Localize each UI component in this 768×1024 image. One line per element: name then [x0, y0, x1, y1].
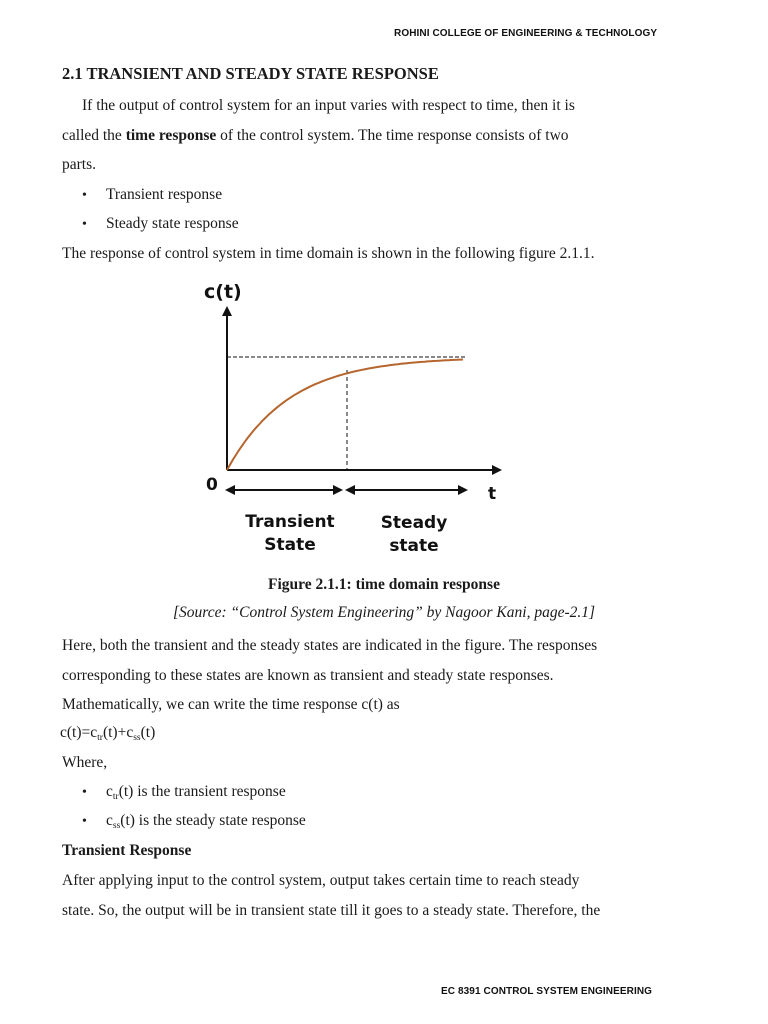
time-response-equation — [60, 723, 155, 743]
section-number: 2.1 — [62, 64, 83, 83]
eq-part: (t)+c — [102, 724, 134, 741]
figure-caption: Figure 2.1.1: time domain response — [268, 576, 500, 593]
body-line-2: corresponding to these states are known as transient and steady state responses. — [62, 667, 554, 684]
transient-heading: Transient Response — [62, 842, 192, 859]
time-response-term: time response — [125, 127, 217, 144]
intro-line-2-start: called the — [62, 127, 126, 144]
page-footer: EC 8391 CONTROL SYSTEM ENGINEERING — [441, 986, 653, 997]
steady-label-1: Steady — [380, 513, 448, 533]
def-subscript: tr — [112, 792, 119, 802]
list-item — [82, 782, 286, 803]
intro-line-2-end: of the control system. The time response consists of two — [216, 127, 569, 144]
def-text: (t) is the steady state response — [120, 812, 306, 829]
where-label: Where, — [62, 754, 108, 771]
bullet-icon: • — [82, 785, 87, 800]
bullet-icon: • — [82, 217, 87, 232]
eq-part: (t) — [140, 724, 156, 741]
body-line-3: Mathematically, we can write the time response c(t) as — [62, 696, 400, 713]
x-axis-label: t — [488, 484, 497, 504]
response-curve — [227, 360, 463, 471]
transient-label-1: Transient — [245, 512, 335, 532]
intro-line-2 — [62, 126, 569, 146]
bullet-icon: • — [82, 814, 87, 829]
transient-line-2: state. So, the output will be in transient state till it goes to a steady state. Therefore, the — [62, 902, 601, 919]
eq-part: c(t)=c — [60, 724, 98, 741]
bullet-icon: • — [82, 188, 87, 203]
origin-label: 0 — [206, 475, 218, 495]
figure-intro: The response of control system in time domain is shown in the following figure 2.1.1. — [62, 245, 595, 262]
intro-line-1: If the output of control system for an input varies with respect to time, then it is — [82, 97, 575, 114]
eq-subscript-tr: tr — [97, 733, 103, 743]
figure-source: [Source: “Control System Engineering” by Nagoor Kani, page-2.1] — [172, 604, 596, 621]
list-item — [82, 214, 239, 235]
page-header: ROHINI COLLEGE OF ENGINEERING & TECHNOLOGY — [394, 28, 658, 39]
y-axis-label: c(t) — [204, 281, 242, 303]
intro-line-3: parts. — [62, 156, 97, 173]
time-response-figure — [190, 272, 520, 564]
body-line-1: Here, both the transient and the steady states are indicated in the figure. The responses — [62, 637, 598, 654]
def-symbol: c — [106, 812, 113, 829]
def-symbol: c — [106, 783, 113, 800]
steady-label-2: state — [389, 536, 439, 556]
transient-line-1: After applying input to the control system, output takes certain time to reach steady — [62, 872, 580, 889]
transient-label-2: State — [264, 535, 316, 555]
section-title-text: TRANSIENT AND STEADY STATE RESPONSE — [86, 64, 439, 83]
list-item — [82, 185, 222, 206]
section-title — [62, 64, 439, 84]
def-subscript: ss — [112, 821, 121, 831]
list-item-text: Transient response — [106, 186, 223, 203]
eq-subscript-ss: ss — [133, 733, 141, 743]
list-item — [82, 811, 306, 832]
list-item-text: Steady state response — [106, 215, 239, 232]
def-text: (t) is the transient response — [118, 783, 286, 800]
